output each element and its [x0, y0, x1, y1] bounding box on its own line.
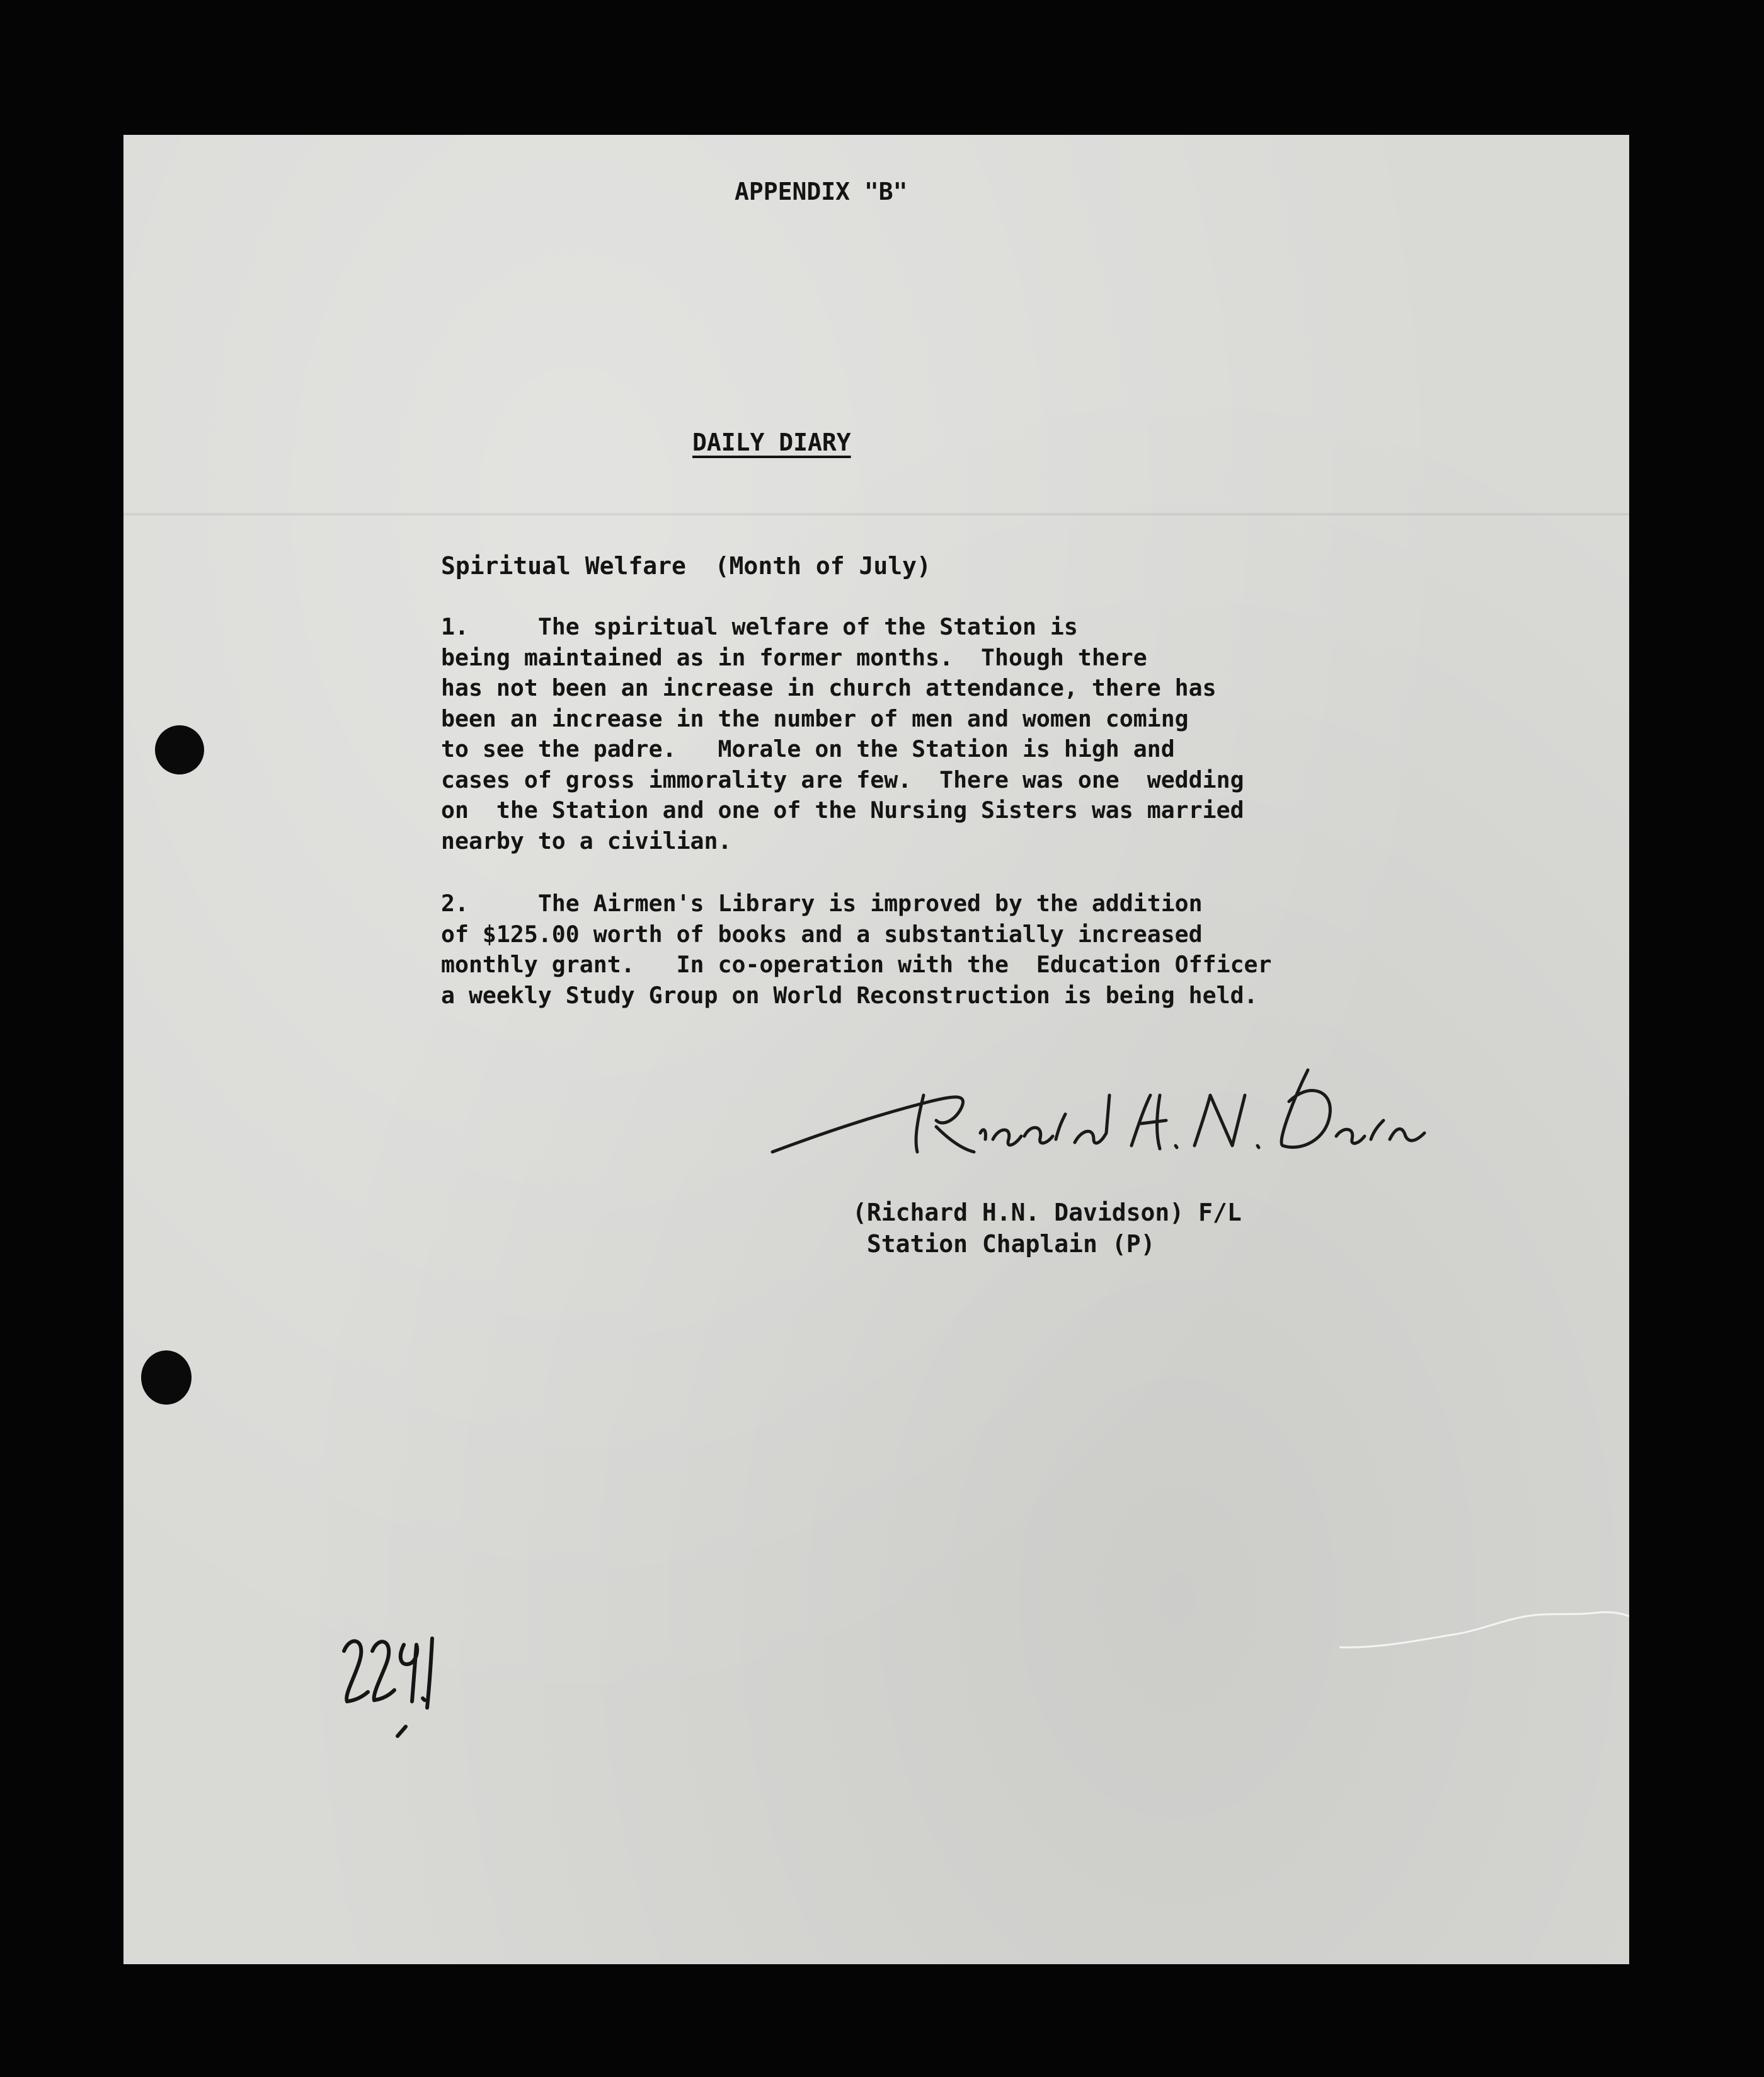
document-title: DAILY DIARY — [692, 429, 851, 456]
paragraph-2: 2. The Airmen's Library is improved by the addition of $125.00 worth of books and a substantially increased monthly grant. In co-operation with the Education Officer a weekly Study Group on World Reconstruction is being held. — [441, 890, 1272, 1009]
paper-tear-mark — [1339, 1603, 1629, 1660]
signature-name: (Richard H.N. Davidson) F/L — [852, 1199, 1242, 1226]
fold-line — [123, 513, 1629, 515]
bleed-through-text — [158, 324, 410, 393]
paragraph-1: 1. The spiritual welfare of the Station is being maintained as in former months. Though there has not been an increase in church attendance, there has been an increase in the number of men and women coming to see the padre. Morale on the Station is high and cases of gross immorality are few. There was one wedding on the Station and one of the Nursing Sisters was married nearby to a civilian. — [441, 613, 1244, 854]
appendix-title: APPENDIX "B" — [735, 178, 908, 205]
punch-hole-bottom — [141, 1350, 192, 1405]
signature-title: Station Chaplain (P) — [866, 1230, 1155, 1258]
punch-hole-top — [155, 725, 204, 774]
handwritten-signature — [766, 1057, 1428, 1165]
document-page — [123, 135, 1629, 1964]
section-heading: Spiritual Welfare (Month of July) — [441, 552, 931, 580]
signature-block — [852, 1197, 1242, 1260]
handwritten-page-number — [338, 1626, 438, 1746]
